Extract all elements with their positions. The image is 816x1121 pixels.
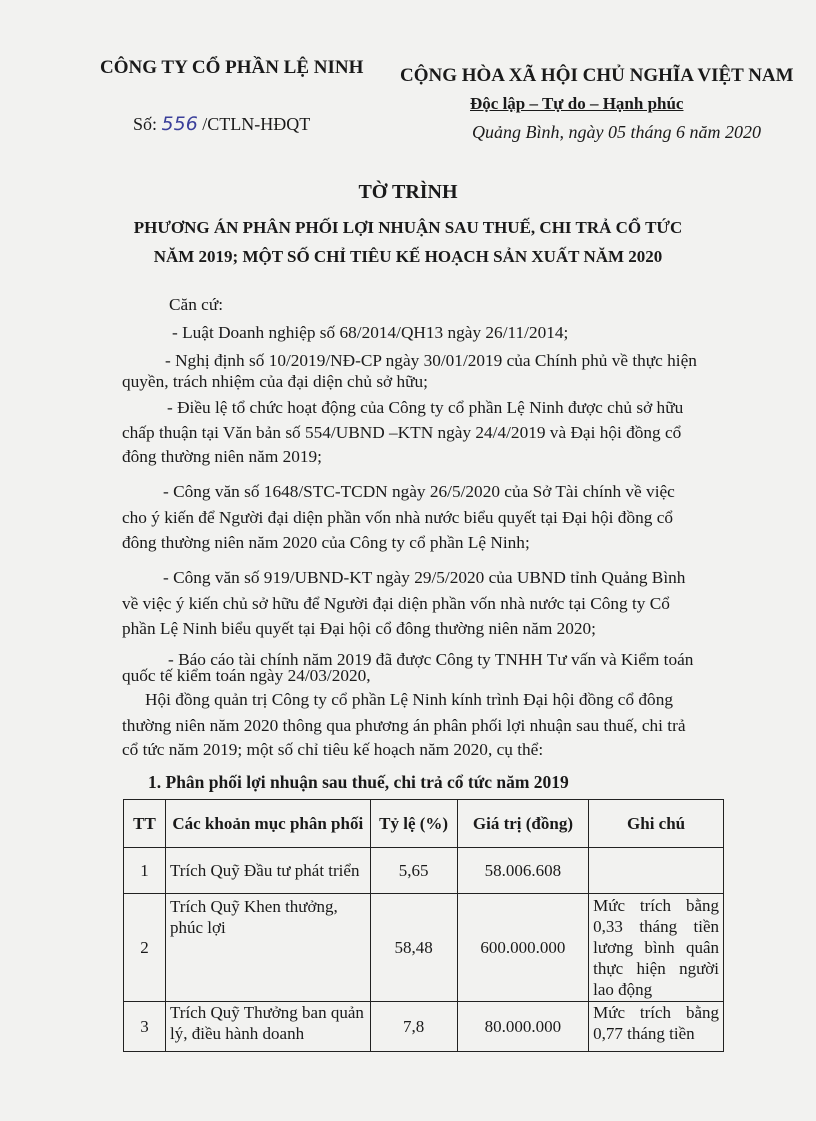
proposal-line: thường niên năm 2020 thông qua phương án phân phối lợi nhuận sau thuế, chi trả [122, 716, 686, 735]
cell-note: Mức trích bằng 0,33 tháng tiền lương bình quân thực hiện người lao động [589, 894, 724, 1002]
cell-rate: 7,8 [370, 1002, 457, 1052]
section-heading: 1. Phân phối lợi nhuận sau thuế, chi trả cổ tức năm 2019 [148, 772, 569, 792]
cell-rate: 5,65 [370, 848, 457, 894]
cell-tt: 1 [124, 848, 166, 894]
company-name: CÔNG TY CỔ PHẦN LỆ NINH [100, 57, 364, 78]
cell-value: 80.000.000 [457, 1002, 588, 1052]
table-header-row [124, 800, 724, 848]
basis-line: - Điều lệ tổ chức hoạt động của Công ty cổ phần Lệ Ninh được chủ sở hữu [167, 398, 684, 417]
table-row [124, 848, 724, 894]
header-tt: TT [124, 800, 166, 848]
cell-note [589, 848, 724, 894]
cell-rate: 58,48 [370, 894, 457, 1002]
cell-tt: 2 [124, 894, 166, 1002]
doc-suffix: /CTLN-HĐQT [197, 114, 311, 134]
proposal-line: cổ tức năm 2019; một số chỉ tiêu kế hoạch năm 2020, cụ thể: [122, 740, 544, 759]
basis-line: quyền, trách nhiệm của đại diện chủ sở hữu; [122, 372, 428, 391]
basis-line: quốc tế kiểm toán ngày 24/03/2020, [122, 666, 371, 685]
basis-line: phần Lệ Ninh biểu quyết tại Đại hội cổ đông thường niên năm 2020; [122, 619, 596, 638]
doc-title: TỜ TRÌNH [358, 181, 458, 203]
handwritten-number: 556 [161, 113, 198, 135]
doc-subtitle-line1: PHƯƠNG ÁN PHÂN PHỐI LỢI NHUẬN SAU THUẾ, CHI TRẢ CỔ TỨC [133, 218, 683, 237]
basis-line: chấp thuận tại Văn bản số 554/UBND –KTN ngày 24/4/2019 và Đại hội đồng cổ [122, 423, 682, 442]
cell-note: Mức trích bằng 0,77 tháng tiền [589, 1002, 724, 1052]
nation-title: CỘNG HÒA XÃ HỘI CHỦ NGHĨA VIỆT NAM [400, 65, 794, 86]
basis-heading: Căn cứ: [169, 295, 223, 314]
cell-tt: 3 [124, 1002, 166, 1052]
table-row [124, 894, 724, 1002]
table-row [124, 1002, 724, 1052]
header-item: Các khoản mục phân phối [166, 800, 371, 848]
basis-line: - Công văn số 1648/STC-TCDN ngày 26/5/2020 của Sở Tài chính về việc [163, 482, 675, 501]
basis-line: đông thường niên năm 2019; [122, 447, 322, 466]
place-date: Quảng Bình, ngày 05 tháng 6 năm 2020 [472, 122, 761, 142]
doc-subtitle-line2: NĂM 2019; MỘT SỐ CHỈ TIÊU KẾ HOẠCH SẢN XUẤT NĂM 2020 [153, 247, 663, 266]
basis-line: - Công văn số 919/UBND-KT ngày 29/5/2020 của UBND tỉnh Quảng Bình [163, 568, 686, 587]
cell-value: 600.000.000 [457, 894, 588, 1002]
cell-item: Trích Quỹ Thưởng ban quản lý, điều hành doanh [166, 1002, 371, 1052]
basis-line: cho ý kiến để Người đại diện phần vốn nhà nước biểu quyết tại Đại hội đồng cổ [122, 508, 674, 527]
basis-line: về việc ý kiến chủ sở hữu để Người đại diện phần vốn nhà nước tại Công ty Cổ [122, 594, 670, 613]
national-motto: Độc lập – Tự do – Hạnh phúc [470, 94, 684, 113]
header-note: Ghi chú [589, 800, 724, 848]
document-number [133, 113, 310, 135]
distribution-table [123, 799, 724, 1052]
basis-line: - Báo cáo tài chính năm 2019 đã được Công ty TNHH Tư vấn và Kiểm toán [168, 650, 694, 669]
cell-value: 58.006.608 [457, 848, 588, 894]
header-value: Giá trị (đồng) [457, 800, 588, 848]
header-rate: Tỷ lệ (%) [370, 800, 457, 848]
cell-item: Trích Quỹ Đầu tư phát triển [166, 848, 371, 894]
cell-item: Trích Quỹ Khen thưởng, phúc lợi [166, 894, 371, 1002]
basis-line: đông thường niên năm 2020 của Công ty cổ phần Lệ Ninh; [122, 533, 530, 552]
basis-line: - Luật Doanh nghiệp số 68/2014/QH13 ngày 26/11/2014; [172, 323, 569, 342]
basis-line: - Nghị định số 10/2019/NĐ-CP ngày 30/01/2019 của Chính phủ về thực hiện [165, 351, 697, 370]
doc-prefix: Số: [133, 114, 162, 134]
proposal-line: Hội đồng quản trị Công ty cổ phần Lệ Ninh kính trình Đại hội đồng cổ đông [145, 690, 673, 709]
